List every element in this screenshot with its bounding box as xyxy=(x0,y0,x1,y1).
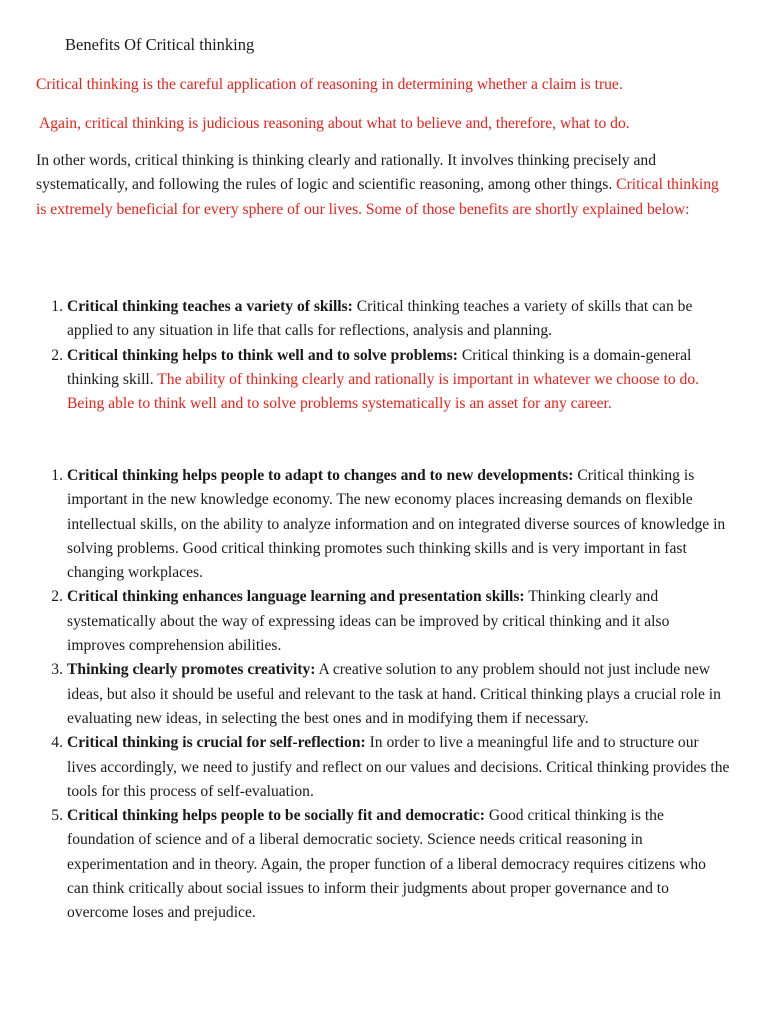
list-item-number: 1. xyxy=(51,467,63,484)
list-item-text: Critical thinking is a domain-general thinking skill. xyxy=(67,346,692,388)
list-item-text: Good critical thinking is the foundation of science and of a liberal democratic society. Science needs critical reasoning in experimentation and in theory. Again, the proper function of a liberal democracy requires citizens who can think critically about social issues to inform their judgments about proper governance and to overcome loses and prejudice. xyxy=(67,807,706,922)
list-item-text: Critical thinking is important in the new knowledge economy. The new economy places increasing demands on flexible intellectual skills, on the ability to analyze information and on integrated diverse sources of knowledge in solving problems. Good critical thinking promotes such thinking skills and is very important in fast changing workplaces. xyxy=(67,467,726,582)
list-item-text: A creative solution to any problem should not just include new ideas, but also it should be useful and relevant to the task at hand. Critical thinking plays a crucial role in evaluating new ideas, in selecting the best ones and in modifying them if necessary. xyxy=(67,661,721,727)
list-item-heading: Critical thinking helps to think well and to solve problems: xyxy=(67,346,458,364)
list-item-number: 5. xyxy=(51,807,63,825)
list-item-heading: Critical thinking helps people to be socially fit and democratic: xyxy=(67,807,485,825)
list-item-text: Critical thinking teaches a variety of skills that can be applied to any situation in life that calls for reflections, analysis and planning. xyxy=(67,298,693,340)
list-item xyxy=(51,731,731,804)
list-item xyxy=(51,295,731,344)
list-item-text: In order to live a meaningful life and to structure our lives accordingly, we need to justify and reflect on our values and decisions. Critical thinking provides the tools for this process of self-evaluation. xyxy=(67,734,730,800)
list-item-heading: Critical thinking is crucial for self-reflection: xyxy=(67,734,366,752)
list-item xyxy=(51,344,731,417)
intro-paragraph-3 xyxy=(36,149,726,222)
list-item-number: 3. xyxy=(51,661,63,679)
intro-paragraph-1: Critical thinking is the careful application of reasoning in determining whether a claim is true. xyxy=(36,76,623,93)
list-item xyxy=(51,658,731,731)
intro-paragraph-3-highlight: Critical thinking is extremely beneficial for every sphere of our lives. Some of those benefits are shortly explained below: xyxy=(36,176,719,218)
benefits-list-2 xyxy=(0,464,731,926)
list-item xyxy=(51,585,731,658)
list-item-number: 2. xyxy=(51,588,63,606)
intro-paragraph-3-text: In other words, critical thinking is thinking clearly and rationally. It involves thinking precisely and systematically, and following the rules of logic and scientific reasoning, among other things. xyxy=(36,152,656,194)
list-item-heading: Critical thinking teaches a variety of skills: xyxy=(67,298,353,315)
list-item-highlight: The ability of thinking clearly and rationally is important in whatever we choose to do. Being able to think well and to solve problems systematically is an asset for any career. xyxy=(67,370,700,413)
list-item-heading: Critical thinking enhances language learning and presentation skills: xyxy=(67,588,525,606)
intro-paragraph-2: Again, critical thinking is judicious reasoning about what to believe and, therefore, what to do. xyxy=(39,115,630,132)
list-item-number: 4. xyxy=(51,734,63,752)
list-item xyxy=(51,804,731,925)
list-item-number: 1. xyxy=(51,298,63,315)
list-item-number: 2. xyxy=(51,346,63,364)
list-item xyxy=(51,464,731,585)
document-title: Benefits Of Critical thinking xyxy=(65,35,255,54)
list-item-heading: Thinking clearly promotes creativity: xyxy=(67,661,316,679)
list-item-heading: Critical thinking helps people to adapt to changes and to new developments: xyxy=(67,467,574,484)
list-item-text: Thinking clearly and systematically about the way of expressing ideas can be improved by critical thinking and it also improves comprehension abilities. xyxy=(67,588,670,655)
benefits-list-1 xyxy=(0,295,731,416)
